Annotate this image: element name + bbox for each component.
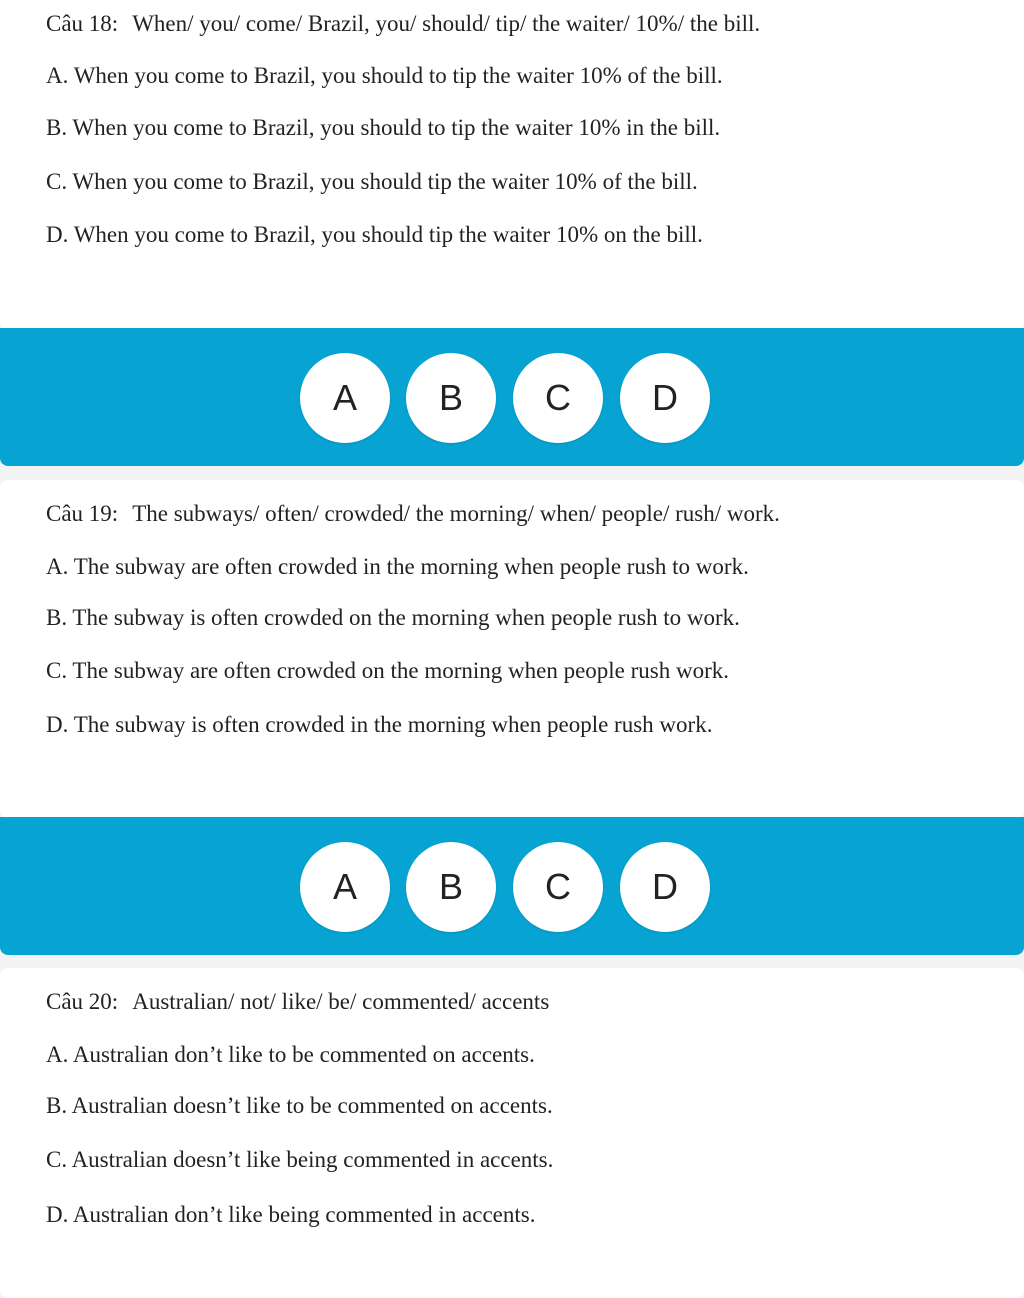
option-c-text: C. Australian doesn’t like being commented in accents. <box>46 1147 554 1172</box>
answer-bar-19 <box>0 817 1024 955</box>
question-text: The subways/ often/ crowded/ the morning/ when/ people/ rush/ work. <box>132 501 780 526</box>
option-b-text: B. When you come to Brazil, you should to tip the waiter 10% in the bill. <box>46 115 721 140</box>
option-a-text: A. The subway are often crowded in the morning when people rush to work. <box>46 554 749 579</box>
answer-bar-18 <box>0 328 1024 466</box>
answer-button-c[interactable]: C <box>513 353 603 443</box>
answer-button-a[interactable]: A <box>300 842 390 932</box>
option-a-text: A. Australian don’t like to be commented on accents. <box>46 1042 535 1067</box>
question-number: Câu 19: <box>46 501 119 526</box>
question-card-18 <box>0 0 1024 330</box>
question-card-20 <box>0 968 1024 1298</box>
option-a-text: A. When you come to Brazil, you should to tip the waiter 10% of the bill. <box>46 63 723 88</box>
answer-button-d[interactable]: D <box>620 353 710 443</box>
question-card-19 <box>0 480 1024 818</box>
answer-button-a[interactable]: A <box>300 353 390 443</box>
answer-button-b[interactable]: B <box>406 353 496 443</box>
question-prompt <box>46 500 780 528</box>
option-b-text: B. The subway is often crowded on the morning when people rush to work. <box>46 605 740 630</box>
question-text: When/ you/ come/ Brazil, you/ should/ tip/ the waiter/ 10%/ the bill. <box>132 11 761 36</box>
answer-button-c[interactable]: C <box>513 842 603 932</box>
option-d-text: D. When you come to Brazil, you should tip the waiter 10% on the bill. <box>46 222 703 247</box>
option-b-text: B. Australian doesn’t like to be commented on accents. <box>46 1093 553 1118</box>
question-prompt <box>46 10 760 38</box>
option-c-text: C. When you come to Brazil, you should tip the waiter 10% of the bill. <box>46 169 698 194</box>
question-number: Câu 18: <box>46 11 119 36</box>
option-c-text: C. The subway are often crowded on the morning when people rush work. <box>46 658 730 683</box>
answer-button-d[interactable]: D <box>620 842 710 932</box>
question-number: Câu 20: <box>46 989 119 1014</box>
option-d-text: D. Australian don’t like being commented in accents. <box>46 1202 536 1227</box>
question-prompt <box>46 988 549 1016</box>
question-text: Australian/ not/ like/ be/ commented/ accents <box>132 989 550 1014</box>
option-d-text: D. The subway is often crowded in the morning when people rush work. <box>46 712 713 737</box>
answer-button-b[interactable]: B <box>406 842 496 932</box>
